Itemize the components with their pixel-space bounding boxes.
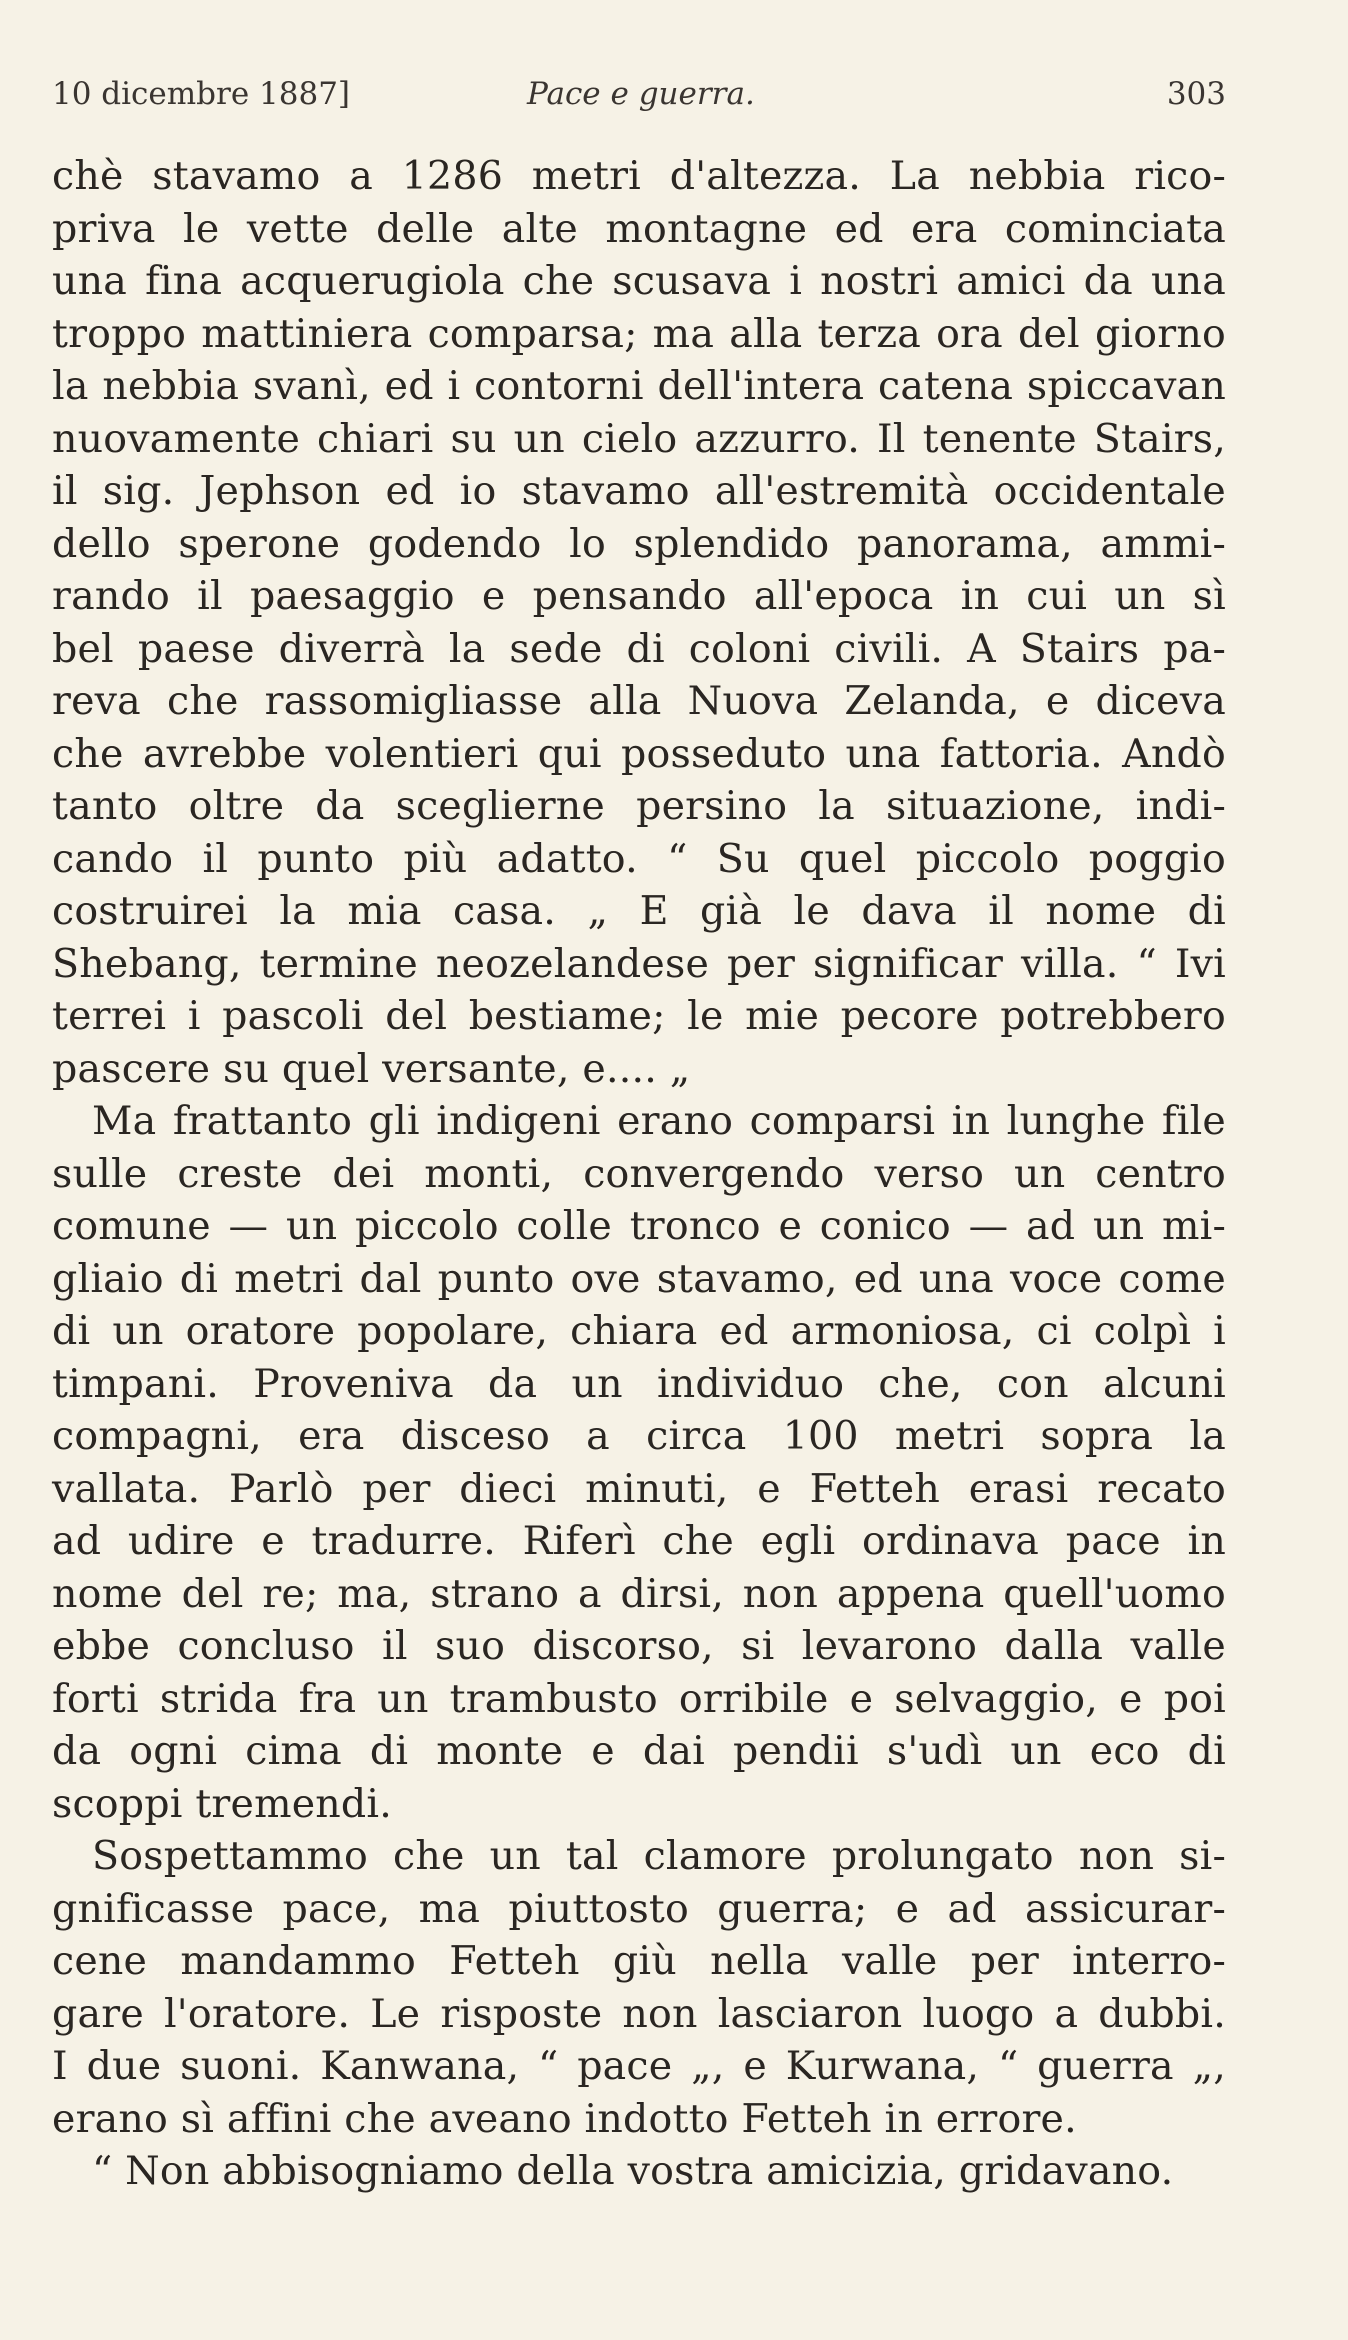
header-title: Pace e guerra. xyxy=(527,76,755,112)
text-line: la nebbia svanì, ed i contorni dell'intera catena spiccavan xyxy=(52,363,1226,409)
header-date: 10 dicembre 1887] xyxy=(52,76,351,112)
text-line: una fina acquerugiola che scusava i nostri amici da una xyxy=(52,258,1226,304)
text-line: tanto oltre da sceglierne persino la situazione, indi- xyxy=(52,783,1226,829)
text-line: che avrebbe volentieri qui posseduto una fattoria. Andò xyxy=(52,730,1226,777)
text-line: troppo mattiniera comparsa; ma alla terza ora del giorno xyxy=(52,310,1226,357)
text-line: rando il paesaggio e pensando all'epoca in cui un sì xyxy=(52,573,1226,619)
body-text xyxy=(52,150,1226,2198)
text-line: I due suoni. Kanwana, “ pace „, e Kurwana, “ guerra „, xyxy=(52,2043,1226,2089)
text-line: cando il punto più adatto. “ Su quel piccolo poggio xyxy=(52,835,1226,882)
text-line: costruirei la mia casa. „ E già le dava il nome di xyxy=(52,888,1226,934)
running-header xyxy=(52,62,1226,122)
text-line: bel paese diverrà la sede di coloni civili. A Stairs pa- xyxy=(52,625,1226,672)
text-line: gnificasse pace, ma piuttosto guerra; e ad assicurar- xyxy=(52,1885,1226,1932)
text-line: cene mandammo Fetteh giù nella valle per interro- xyxy=(52,1938,1226,1984)
text-line: priva le vette delle alte montagne ed era cominciata xyxy=(52,205,1226,252)
text-line: da ogni cima di monte e dai pendii s'udì un eco di xyxy=(52,1728,1226,1774)
text-line: gliaio di metri dal punto ove stavamo, ed una voce come xyxy=(52,1255,1226,1302)
text-line: Ma frattanto gli indigeni erano comparsi in lunghe file xyxy=(92,1098,1226,1144)
text-line: reva che rassomigliasse alla Nuova Zelanda, e diceva xyxy=(52,678,1226,724)
text-line: nuovamente chiari su un cielo azzurro. Il tenente Stairs, xyxy=(52,415,1226,462)
text-line: nome del re; ma, strano a dirsi, non appena quell'uomo xyxy=(52,1570,1226,1617)
text-line: Sospettammo che un tal clamore prolungato non si- xyxy=(92,1833,1226,1879)
page-number: 303 xyxy=(1166,76,1226,112)
text-line: “ Non abbisogniamo della vostra amicizia, gridavano. xyxy=(92,2148,1174,2194)
text-line: ad udire e tradurre. Riferì che egli ordinava pace in xyxy=(52,1518,1226,1564)
text-line: chè stavamo a 1286 metri d'altezza. La nebbia rico- xyxy=(52,153,1226,199)
text-line: erano sì affini che aveano indotto Fetteh in errore. xyxy=(52,2095,1077,2142)
text-line: terrei i pascoli del bestiame; le mie pecore potrebbero xyxy=(52,993,1226,1039)
text-line: Shebang, termine neozelandese per significar villa. “ Ivi xyxy=(52,940,1226,987)
text-line: sulle creste dei monti, convergendo verso un centro xyxy=(52,1150,1226,1197)
text-line: il sig. Jephson ed io stavamo all'estremità occidentale xyxy=(52,468,1226,514)
text-line: gare l'oratore. Le risposte non lasciaron luogo a dubbi. xyxy=(52,1990,1226,2037)
text-line: compagni, era disceso a circa 100 metri sopra la xyxy=(52,1413,1226,1459)
text-line: ebbe concluso il suo discorso, si levarono dalla valle xyxy=(52,1623,1226,1669)
text-line: di un oratore popolare, chiara ed armoniosa, ci colpì i xyxy=(52,1308,1226,1354)
text-line: vallata. Parlò per dieci minuti, e Fetteh erasi recato xyxy=(52,1465,1226,1512)
text-line: pascere su quel versante, e.... „ xyxy=(52,1045,691,1092)
text-line: timpani. Proveniva da un individuo che, con alcuni xyxy=(52,1360,1226,1407)
text-line: comune — un piccolo colle tronco e conico — ad un mi- xyxy=(52,1203,1226,1249)
text-line: dello sperone godendo lo splendido panorama, ammi- xyxy=(52,520,1226,567)
text-line: scoppi tremendi. xyxy=(52,1780,393,1827)
text-line: forti strida fra un trambusto orribile e selvaggio, e poi xyxy=(52,1675,1226,1722)
